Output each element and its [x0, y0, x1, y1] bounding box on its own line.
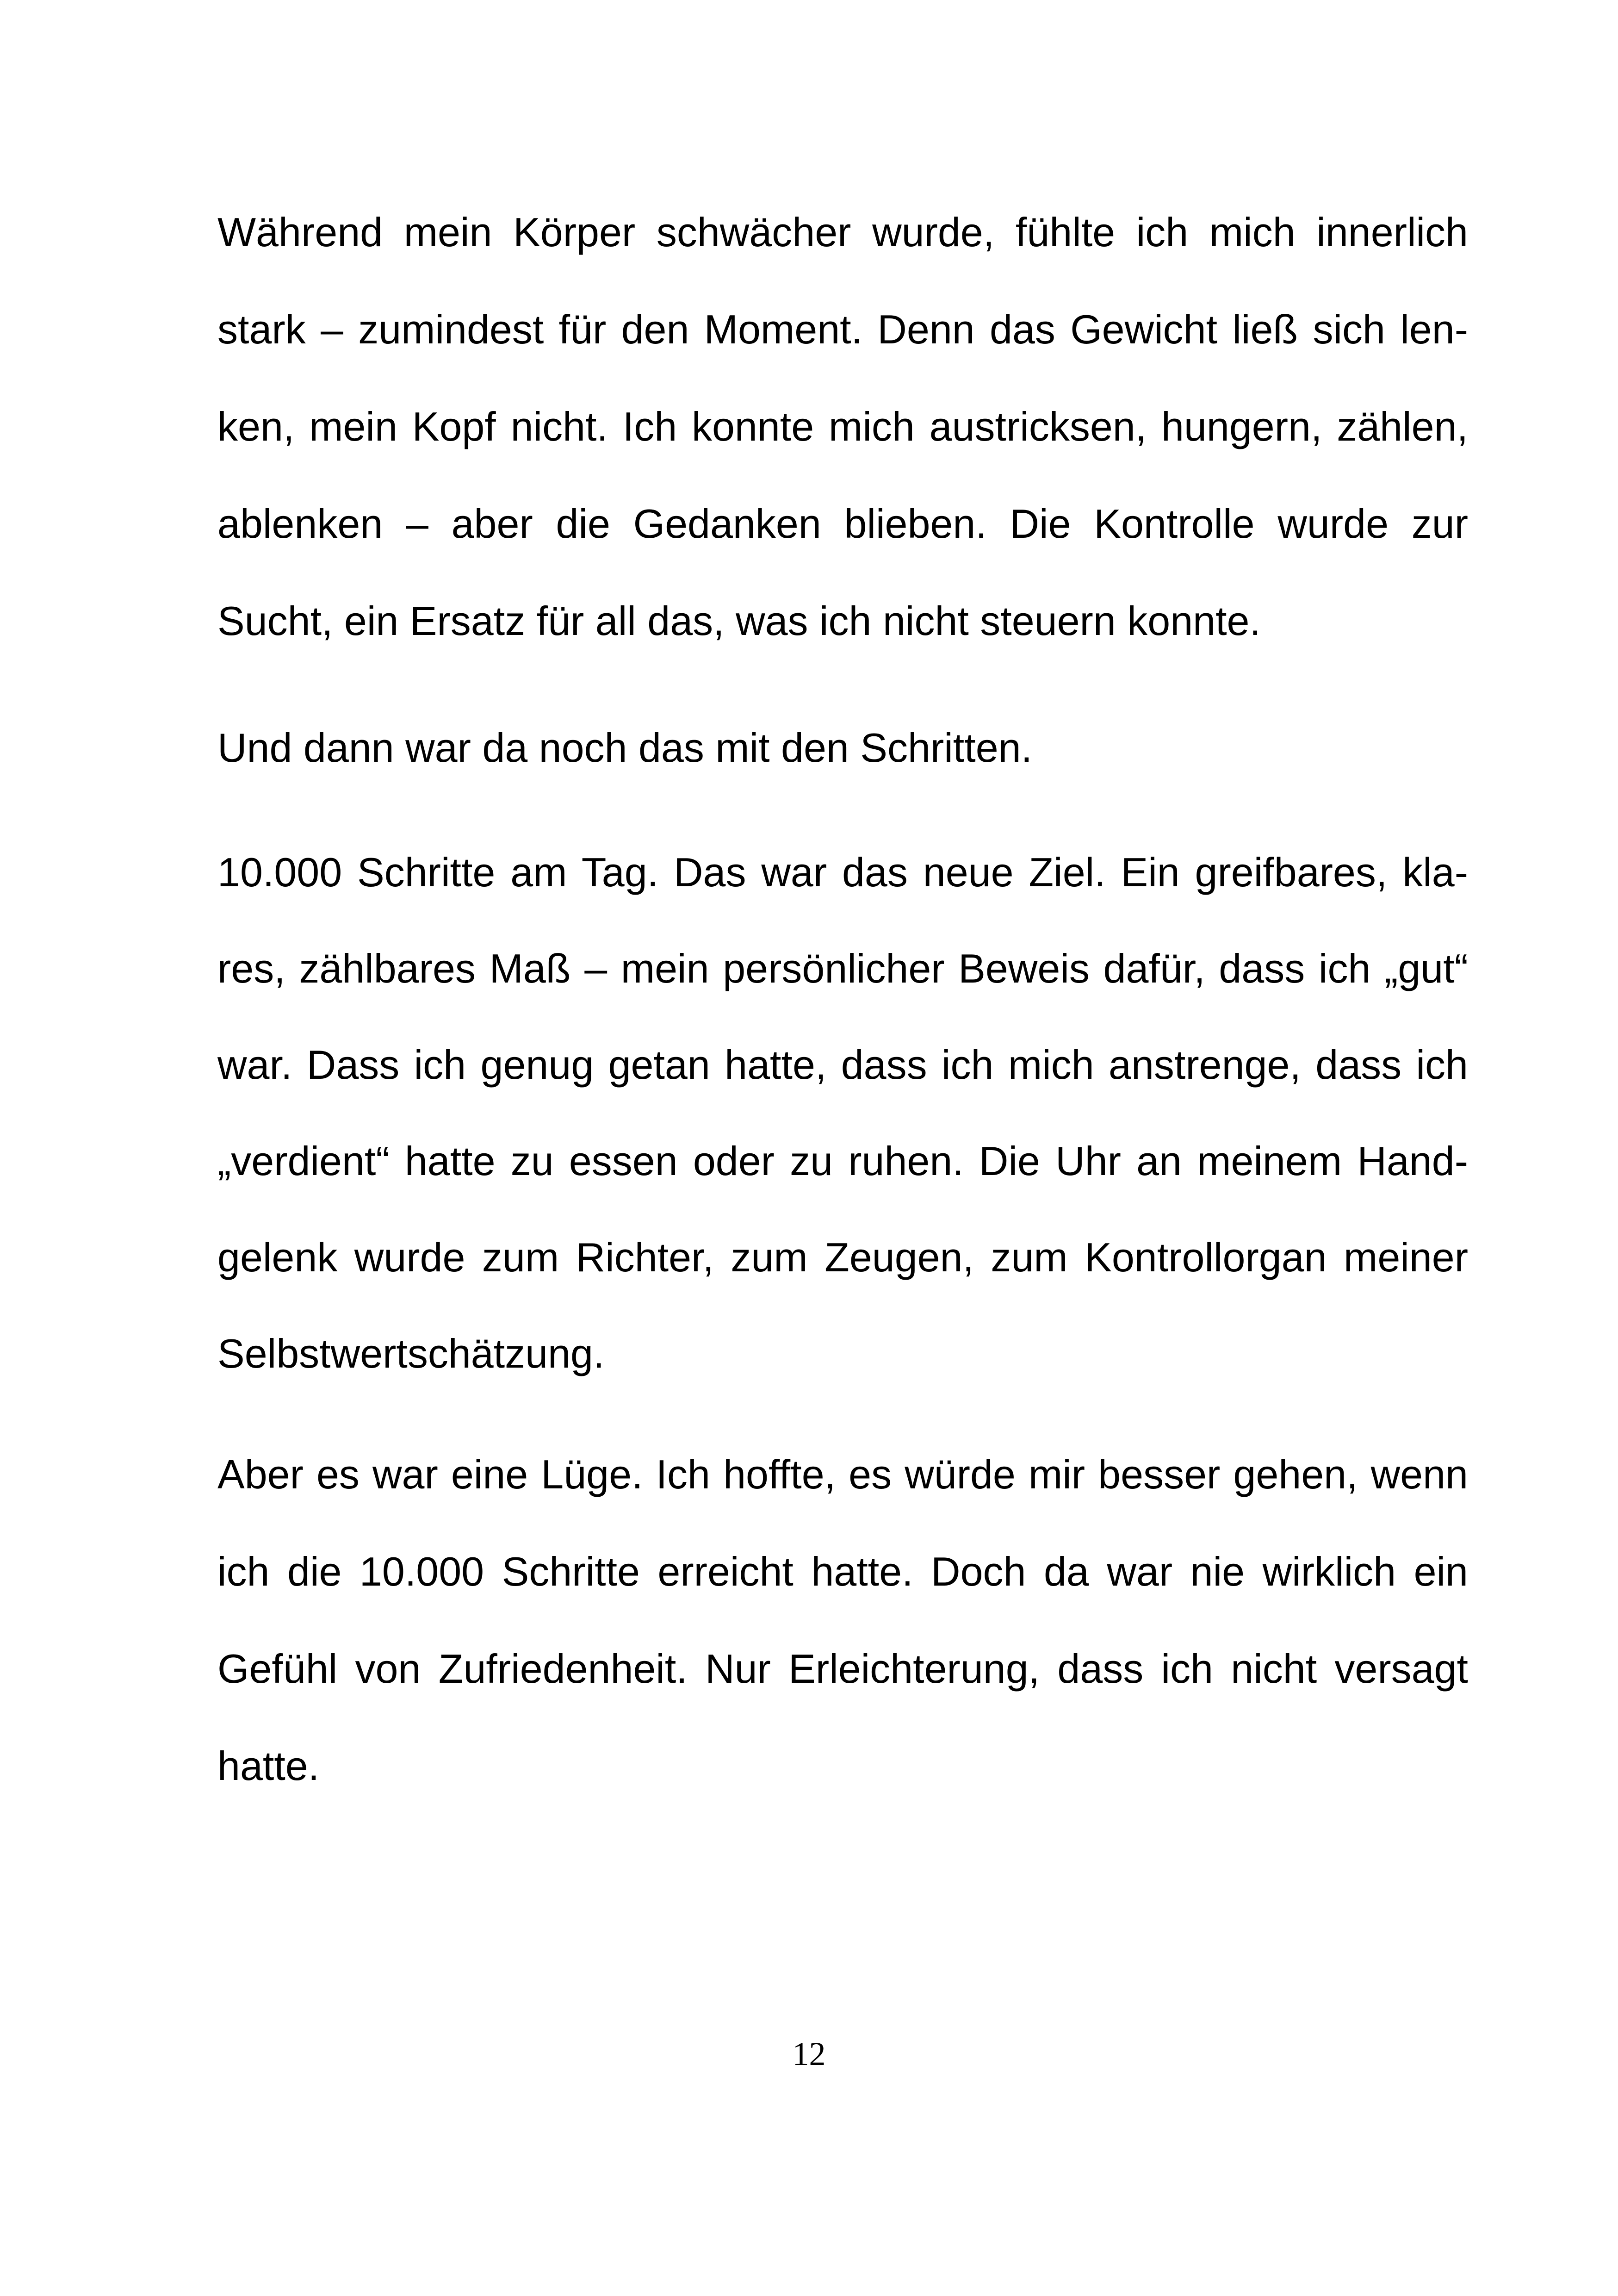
paragraph-4-line-2: ich die 10.000 Schritte erreicht hatte. Doch da war nie wirklich ein: [217, 1549, 1468, 1594]
paragraph-3-line-6: Selbstwertschätzung.: [217, 1331, 605, 1376]
paragraph-1-line-1: Während mein Körper schwächer wurde, fühlte ich mich innerlich: [217, 209, 1468, 255]
paragraph-1-line-3: ken, mein Kopf nicht. Ich konnte mich austricksen, hungern, zählen,: [217, 404, 1468, 449]
paragraph-1-line-5: Sucht, ein Ersatz für all das, was ich nicht steuern konnte.: [217, 598, 1261, 644]
paragraph-3-line-4: „verdient“ hatte zu essen oder zu ruhen. Die Uhr an meinem Hand-: [217, 1138, 1468, 1184]
paragraph-3-line-2: res, zählbares Maß – mein persönlicher Beweis dafür, dass ich „gut“: [217, 946, 1468, 991]
paragraph-3-line-5: gelenk wurde zum Richter, zum Zeugen, zum Kontrollorgan meiner: [217, 1234, 1468, 1280]
paragraph-3-line-3: war. Dass ich genug getan hatte, dass ich mich anstrenge, dass ich: [217, 1042, 1468, 1088]
paragraph-4-line-4: hatte.: [217, 1743, 320, 1789]
paragraph-2-line-1: Und dann war da noch das mit den Schritten.: [217, 725, 1033, 771]
page-number: 12: [792, 2035, 826, 2072]
paragraph-1-line-4: ablenken – aber die Gedanken blieben. Die Kontrolle wurde zur: [217, 501, 1468, 547]
paragraph-3-line-1: 10.000 Schritte am Tag. Das war das neue Ziel. Ein greifbares, kla-: [217, 849, 1468, 895]
paragraph-1-line-2: stark – zumindest für den Moment. Denn das Gewicht ließ sich len-: [217, 306, 1468, 352]
paragraph-4-line-3: Gefühl von Zufriedenheit. Nur Erleichterung, dass ich nicht versagt: [217, 1646, 1468, 1692]
paragraph-4-line-1: Aber es war eine Lüge. Ich hoffte, es würde mir besser gehen, wenn: [217, 1451, 1468, 1497]
